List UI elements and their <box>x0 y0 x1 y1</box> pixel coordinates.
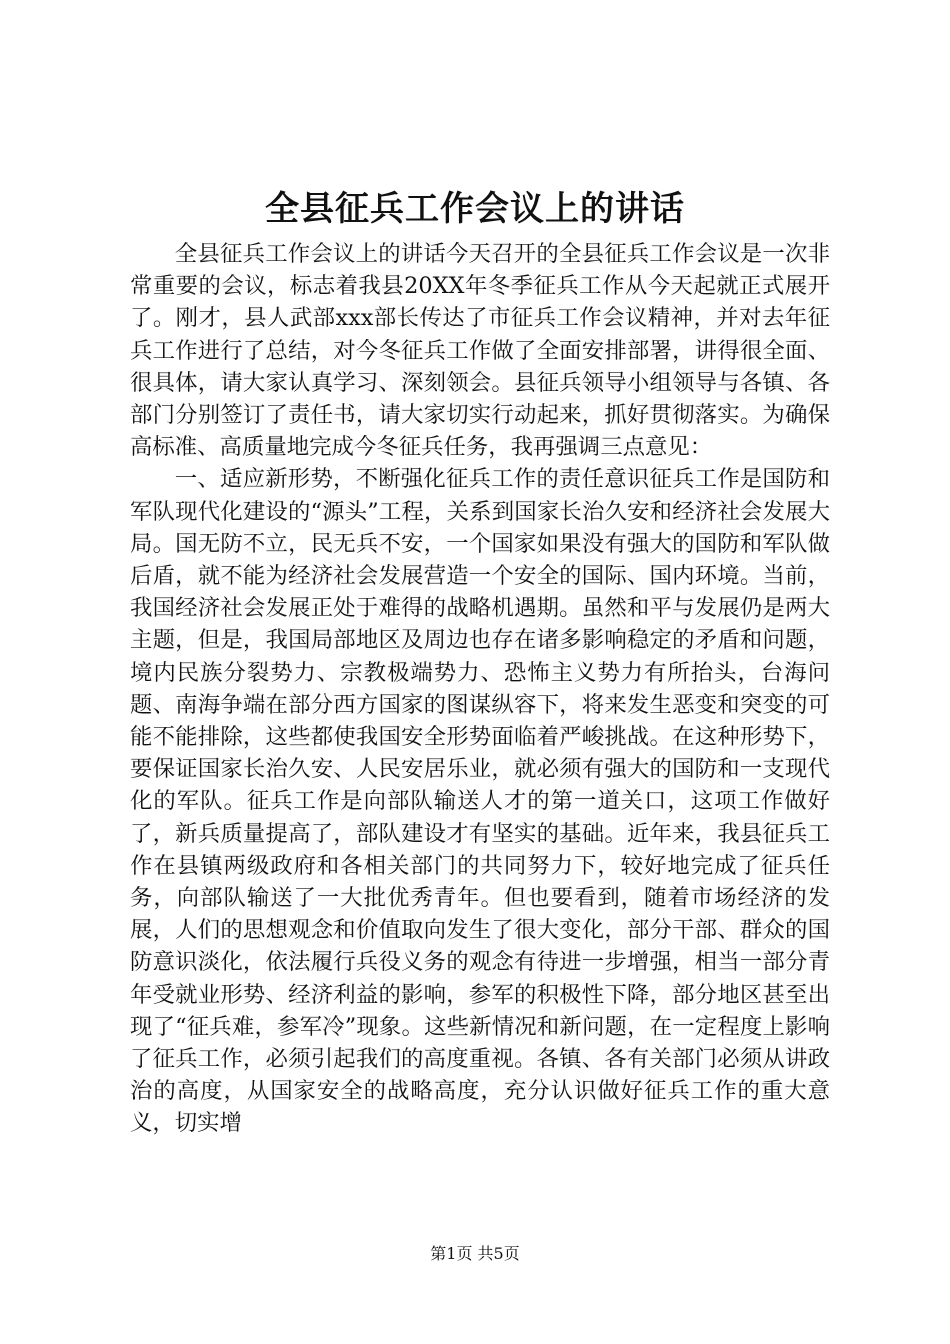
document-body <box>130 238 830 1140</box>
document-title: 全县征兵工作会议上的讲话 <box>265 189 685 229</box>
paragraph-intro: 全县征兵工作会议上的讲话今天召开的全县征兵工作会议是一次非常重要的会议，标志着我县20XX年冬季征兵工作从今天起就正式展开了。刚才，县人武部xxx部长传达了市征兵工作会议精神，并对去年征兵工作进行了总结，对今冬征兵工作做了全面安排部署，讲得很全面、很具体，请大家认真学习、深刻领会。县征兵领导小组领导与各镇、各部门分别签订了责任书，请大家切实行动起来，抓好贯彻落实。为确保高标准、高质量地完成今冬征兵任务，我再强调三点意见： <box>130 241 830 461</box>
page-footer: 第1页 共5页 <box>430 1244 520 1263</box>
paragraph-section-one: 一、适应新形势，不断强化征兵工作的责任意识征兵工作是国防和军队现代化建设的“源头”工程，关系到国家长治久安和经济社会发展大局。国无防不立，民无兵不安，一个国家如果没有强大的国防和军队做后盾，就不能为经济社会发展营造一个安全的国际、国内环境。当前，我国经济社会发展正处于难得的战略机遇期。虽然和平与发展仍是两大主题，但是，我国局部地区及周边也存在诸多影响稳定的矛盾和问题，境内民族分裂势力、宗教极端势力、恐怖主义势力有所抬头，台海问题、南海争端在部分西方国家的图谋纵容下，将来发生恶变和突变的可能不能排除，这些都使我国安全形势面临着严峻挑战。在这种形势下，要保证国家长治久安、人民安居乐业，就必须有强大的国防和一支现代化的军队。征兵工作是向部队输送人才的第一道关口，这项工作做好了，新兵质量提高了，部队建设才有坚实的基础。近年来，我县征兵工作在县镇两级政府和各相关部门的共同努力下，较好地完成了征兵任务，向部队输送了一大批优秀青年。但也要看到，随着市场经济的发展，人们的思想观念和价值取向发生了很大变化，部分干部、群众的国防意识淡化，依法履行兵役义务的观念有待进一步增强，相当一部分青年受就业形势、经济利益的影响，参军的积极性下降，部分地区甚至出现了“征兵难，参军冷”现象。这些新情况和新问题，在一定程度上影响了征兵工作，必须引起我们的高度重视。各镇、各有关部门必须从讲政治的高度，从国家安全的战略高度，充分认识做好征兵工作的重大意义，切实增 <box>130 466 830 1137</box>
